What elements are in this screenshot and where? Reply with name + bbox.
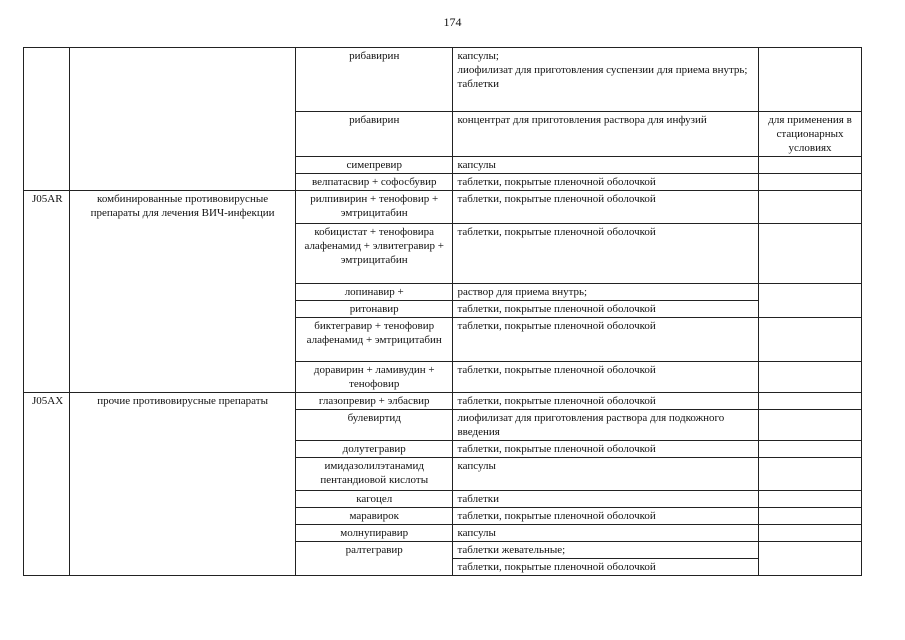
drug-name-cell: кагоцел [295, 491, 453, 508]
drug-group-cell [70, 48, 296, 191]
note-cell [759, 157, 862, 174]
dosage-form-line: таблетки [457, 78, 500, 90]
note-cell [759, 508, 862, 525]
dosage-form-line: таблетки, покрытые пленочной оболочкой [457, 443, 656, 455]
dosage-form-cell [453, 48, 759, 112]
dosage-form-line: лиофилизат для приготовления суспензии для приема внутрь; [457, 64, 748, 76]
drug-name-cell: булевиртид [295, 410, 453, 441]
drug-name-cell: долутегравир [295, 441, 453, 458]
drug-group-cell: комбинированные противовирусные препараты для лечения ВИЧ-инфекции [70, 191, 296, 393]
table-row [24, 393, 862, 410]
note-cell [759, 542, 862, 576]
dosage-form-line: капсулы; [457, 50, 499, 62]
dosage-form-line: таблетки, покрытые пленочной оболочкой [457, 226, 656, 238]
dosage-form-cell [453, 174, 759, 191]
dosage-form-line: таблетки [457, 493, 500, 505]
dosage-form-cell [453, 191, 759, 224]
dosage-form-cell [453, 362, 759, 393]
page-number: 174 [443, 15, 462, 29]
drug-name-cell: молнупиравир [295, 525, 453, 542]
atc-code-cell: J05AX [24, 393, 70, 576]
drug-name-cell: ралтегравир [295, 542, 453, 576]
dosage-form-cell [453, 284, 759, 301]
dosage-form-cell [453, 393, 759, 410]
dosage-form-line: капсулы [457, 460, 496, 472]
note-cell [759, 491, 862, 508]
drug-name-cell: маравирок [295, 508, 453, 525]
note-cell [759, 224, 862, 284]
drug-name-cell: биктегравир + тенофовир алафенамид + эмтрицитабин [295, 318, 453, 362]
dosage-form-line: капсулы [457, 527, 496, 539]
dosage-form-cell [453, 301, 759, 318]
dosage-form-cell [453, 224, 759, 284]
note-cell [759, 362, 862, 393]
dosage-form-cell [453, 318, 759, 362]
drug-name-cell: глазопревир + элбасвир [295, 393, 453, 410]
dosage-form-cell [453, 441, 759, 458]
drug-name-cell: доравирин + ламивудин + тенофовир [295, 362, 453, 393]
dosage-form-line: таблетки жевательные; [457, 544, 566, 556]
dosage-form-line: таблетки, покрытые пленочной оболочкой [457, 176, 656, 188]
table-row [24, 191, 862, 224]
drug-name-cell: имидазолилэтанамид пентандиовой кислоты [295, 458, 453, 491]
drug-name-cell: ритонавир [295, 301, 453, 318]
dosage-form-cell [453, 525, 759, 542]
dosage-form-cell [453, 542, 759, 559]
drug-name-cell: велпатасвир + софосбувир [295, 174, 453, 191]
dosage-form-cell [453, 491, 759, 508]
dosage-form-line: концентрат для приготовления раствора для инфузий [457, 114, 707, 126]
note-cell [759, 393, 862, 410]
drug-name-cell: рибавирин [295, 112, 453, 157]
dosage-form-line: таблетки, покрытые пленочной оболочкой [457, 395, 656, 407]
note-cell [759, 458, 862, 491]
note-cell [759, 284, 862, 318]
dosage-form-cell [453, 559, 759, 576]
table-row [24, 48, 862, 112]
note-cell [759, 191, 862, 224]
dosage-form-line: таблетки, покрытые пленочной оболочкой [457, 193, 656, 205]
drug-name-cell: лопинавир + [295, 284, 453, 301]
drug-name-cell: рибавирин [295, 48, 453, 112]
dosage-form-line: лиофилизат для приготовления раствора для подкожного введения [457, 412, 725, 438]
drug-name-cell: кобицистат + тенофовира алафенамид + элвитегравир + эмтрицитабин [295, 224, 453, 284]
note-cell [759, 174, 862, 191]
dosage-form-cell [453, 508, 759, 525]
atc-code-cell: J05AR [24, 191, 70, 393]
drug-group-cell: прочие противовирусные препараты [70, 393, 296, 576]
dosage-form-line: таблетки, покрытые пленочной оболочкой [457, 320, 656, 332]
drug-name-cell: симепревир [295, 157, 453, 174]
atc-code-cell [24, 48, 70, 191]
note-cell [759, 410, 862, 441]
note-cell [759, 525, 862, 542]
dosage-form-line: таблетки, покрытые пленочной оболочкой [457, 561, 656, 573]
dosage-form-cell [453, 112, 759, 157]
note-cell [759, 441, 862, 458]
dosage-form-line: капсулы [457, 159, 496, 171]
note-cell: для применения в стационарных условиях [759, 112, 862, 157]
dosage-form-cell [453, 458, 759, 491]
note-cell [759, 48, 862, 112]
dosage-form-cell [453, 157, 759, 174]
dosage-form-line: таблетки, покрытые пленочной оболочкой [457, 303, 656, 315]
drug-table [23, 47, 862, 576]
note-cell [759, 318, 862, 362]
drug-name-cell: рилпивирин + тенофовир + эмтрицитабин [295, 191, 453, 224]
dosage-form-line: таблетки, покрытые пленочной оболочкой [457, 510, 656, 522]
dosage-form-cell [453, 410, 759, 441]
dosage-form-line: таблетки, покрытые пленочной оболочкой [457, 364, 656, 376]
dosage-form-line: раствор для приема внутрь; [457, 286, 588, 298]
